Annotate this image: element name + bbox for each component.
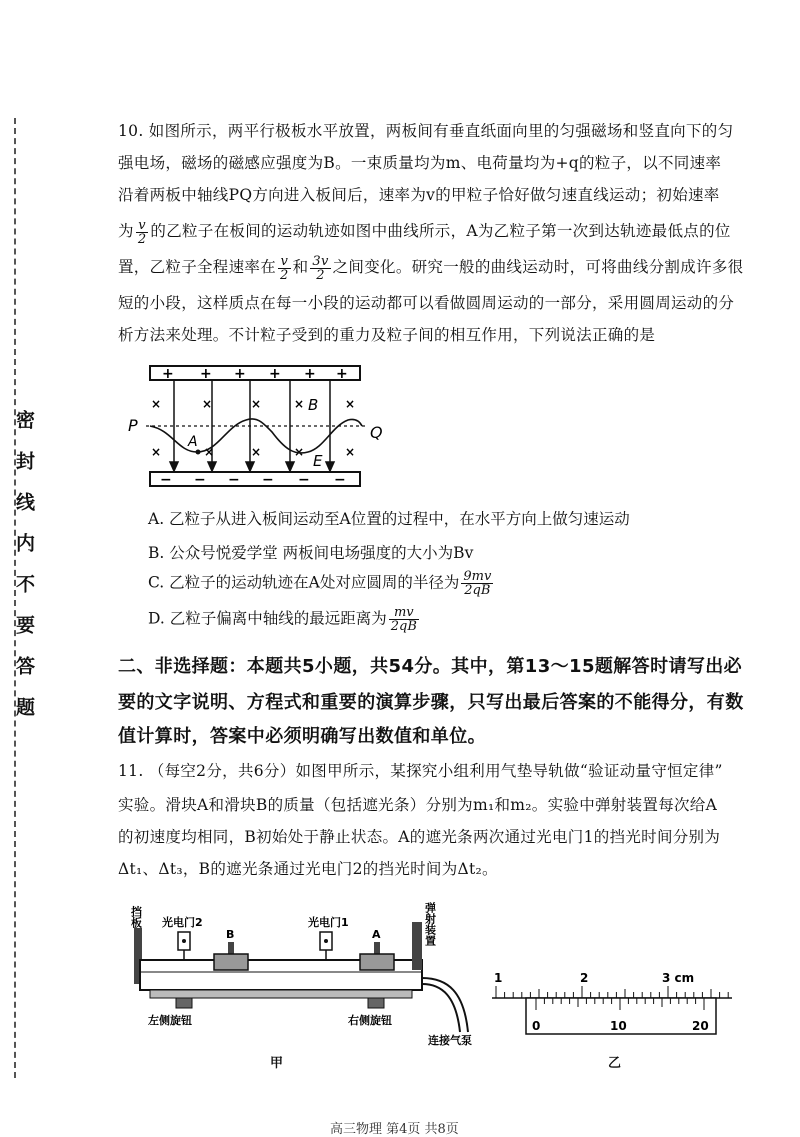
q10-line-4-post: 的乙粒子在板间的运动轨迹如图中曲线所示，A为乙粒子第一次到达轨迹最低点的位 bbox=[150, 222, 731, 240]
baffle-label: 挡板 bbox=[129, 906, 143, 928]
cross-mark: × bbox=[345, 397, 356, 411]
plus-sign: + bbox=[336, 366, 348, 382]
q11-line-4: Δt₁、Δt₃，B的遮光条通过光电门2的挡光时间为Δt₂。 bbox=[118, 860, 498, 878]
fraction-v-over-2: $\frac{v}{2}$ bbox=[137, 217, 147, 247]
minus-sign: − bbox=[194, 472, 206, 488]
main-scale-ticks bbox=[496, 986, 736, 998]
seal-margin-note: 密封线内不要答题 bbox=[13, 410, 35, 738]
main-scale-1: 1 bbox=[494, 971, 503, 985]
plus-sign: + bbox=[304, 366, 316, 382]
cross-mark: × bbox=[345, 445, 356, 459]
section2-line-2: 要的文字说明、方程式和重要的演算步骤，只写出最后答案的不能得分，有数 bbox=[118, 692, 744, 713]
q10-line-5-pre: 置，乙粒子全程速率在 bbox=[118, 258, 277, 276]
block-b bbox=[214, 954, 248, 970]
q10-line-7: 析方法来处理。不计粒子受到的重力及粒子间的相互作用，下列说法正确的是 bbox=[118, 326, 656, 344]
cross-mark: × bbox=[294, 397, 305, 411]
label-a: A bbox=[188, 434, 198, 450]
label-e: E bbox=[313, 452, 323, 470]
cross-mark: × bbox=[294, 445, 305, 459]
q10-line-1: 10. 如图所示，两平行极板水平放置，两板间有垂直纸面向里的匀强磁场和竖直向下的匀 bbox=[118, 122, 734, 140]
q10-line-2: 强电场，磁场的磁感应强度为B。一束质量均为m、电荷量均为+q的粒子，以不同速率 bbox=[118, 154, 722, 172]
label-q: Q bbox=[370, 423, 383, 442]
fraction-v-over-2-b: $\frac{v}{2}$ bbox=[280, 253, 289, 283]
option-a[interactable]: A. 乙粒子从进入板间运动至A位置的过程中，在水平方向上做匀速运动 bbox=[148, 510, 630, 528]
point-a bbox=[196, 450, 201, 455]
vernier-0: 0 bbox=[532, 1019, 541, 1033]
plus-sign: + bbox=[269, 366, 281, 382]
cross-mark: × bbox=[151, 397, 162, 411]
q10-line-3: 沿着两板中轴线PQ方向进入板间后，速率为v的甲粒子恰好做匀速直线运动；初始速率 bbox=[118, 186, 720, 204]
air-track-figure bbox=[128, 892, 488, 1052]
q10-line-4-pre: 为 bbox=[118, 222, 134, 240]
block-b-label: B bbox=[226, 928, 235, 941]
cross-mark: × bbox=[251, 445, 262, 459]
minus-sign: − bbox=[160, 472, 172, 488]
q10-line-5-post: 之间变化。研究一般的曲线运动时，可将曲线分割成许多很 bbox=[332, 258, 744, 276]
q10-line-5-mid: 和 bbox=[292, 258, 309, 276]
page-footer: 高三物理 第4页 共8页 bbox=[330, 1122, 459, 1137]
minus-sign: − bbox=[298, 472, 310, 488]
pump-tube bbox=[422, 978, 468, 1032]
right-knob bbox=[368, 998, 384, 1008]
q10-line-5 bbox=[118, 252, 758, 283]
option-c[interactable]: C. 乙粒子的运动轨迹在A处对应圆周的半径为 $\frac{9mv}{2qB}$ bbox=[148, 569, 492, 598]
left-knob bbox=[176, 998, 192, 1008]
section2-line-1: 二、非选择题：本题共5小题，共54分。其中，第13～15题解答时请写出必 bbox=[118, 656, 743, 677]
plus-sign: + bbox=[200, 366, 212, 382]
fraction-3v-over-2: $\frac{3v}{2}$ bbox=[312, 253, 329, 283]
section2-line-3: 值计算时，答案中必须明确写出数值和单位。 bbox=[118, 726, 486, 747]
q11-line-1: 11. （每空2分，共6分）如图甲所示，某探究小组利用气垫导轨做“验证动量守恒定律” bbox=[118, 762, 723, 780]
vernier-figure bbox=[486, 968, 736, 1048]
cross-mark: × bbox=[151, 445, 162, 459]
left-knob-label: 左侧旋钮 bbox=[148, 1014, 192, 1027]
minus-sign: − bbox=[334, 472, 346, 488]
label-p: P bbox=[128, 416, 138, 435]
launcher bbox=[412, 922, 422, 970]
track-base bbox=[150, 990, 412, 998]
option-d[interactable]: D. 乙粒子偏离中轴线的最远距离为 $\frac{mv}{2qB}$ bbox=[148, 605, 417, 634]
main-scale-3: 3 cm bbox=[662, 971, 695, 985]
q11-line-3: 的初速度均相同，B初始处于静止状态。A的遮光条两次通过光电门1的挡光时间分别为 bbox=[118, 828, 721, 846]
gate2-label: 光电门2 bbox=[162, 916, 203, 929]
gate1-label: 光电门1 bbox=[308, 916, 349, 929]
q11-line-2: 实验。滑块A和滑块B的质量（包括遮光条）分别为m₁和m₂。实验中弹射装置每次给A bbox=[118, 796, 718, 814]
plus-sign: + bbox=[162, 366, 174, 382]
q10-figure bbox=[122, 360, 392, 492]
launcher-label: 弹射装置 bbox=[423, 902, 437, 946]
caption-yi: 乙 bbox=[608, 1056, 622, 1071]
q10-line-6: 短的小段，这样质点在每一小段的运动都可以看做圆周运动的一部分，采用圆周运动的分 bbox=[118, 294, 735, 312]
fraction-mv-2qb: $\frac{mv}{2qB}$ bbox=[390, 605, 417, 634]
minus-sign: − bbox=[262, 472, 274, 488]
cross-mark: × bbox=[202, 397, 213, 411]
block-a bbox=[360, 954, 394, 970]
vernier-20: 20 bbox=[692, 1019, 709, 1033]
minus-sign: − bbox=[228, 472, 240, 488]
plus-sign: + bbox=[234, 366, 246, 382]
label-b: B bbox=[308, 396, 319, 414]
bottom-plate bbox=[150, 472, 360, 486]
top-plate bbox=[150, 366, 360, 380]
right-knob-label: 右侧旋钮 bbox=[348, 1014, 392, 1027]
pump-label: 连接气泵 bbox=[428, 1034, 472, 1047]
fraction-9mv-2qb: $\frac{9mv}{2qB}$ bbox=[463, 569, 492, 598]
cross-mark: × bbox=[204, 445, 215, 459]
main-scale-2: 2 bbox=[580, 971, 589, 985]
option-b[interactable]: B. 公众号悦爱学堂 两板间电场强度的大小为Bv bbox=[148, 544, 474, 562]
vernier-10: 10 bbox=[610, 1019, 627, 1033]
caption-jia: 甲 bbox=[270, 1056, 284, 1071]
cross-mark: × bbox=[251, 397, 262, 411]
q10-line-4 bbox=[118, 216, 758, 247]
block-a-label: A bbox=[372, 928, 381, 941]
